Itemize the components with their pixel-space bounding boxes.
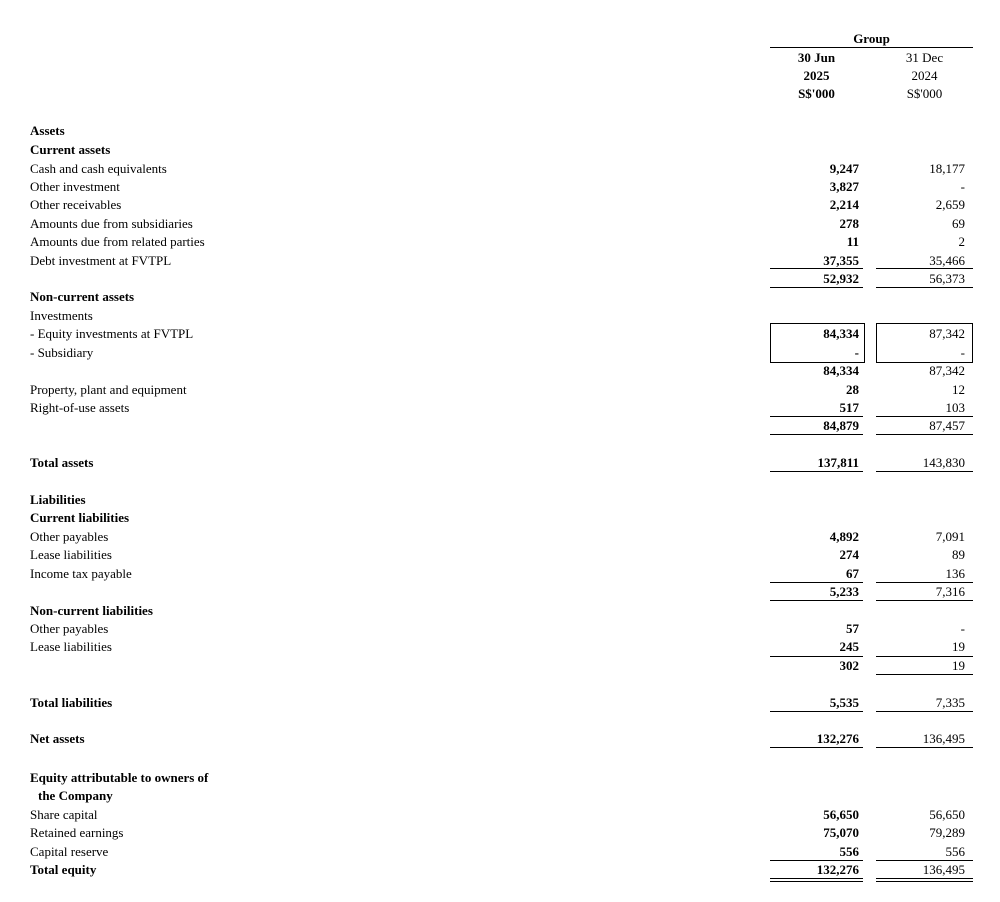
statement-row	[0, 491, 1000, 509]
statement-row	[0, 233, 1000, 251]
statement-row	[0, 509, 1000, 527]
row-label: Investments	[30, 308, 93, 323]
value-30-jun-2025: 84,334	[823, 326, 859, 341]
statement-row	[0, 288, 1000, 306]
statement-row	[0, 806, 1000, 824]
value-31-dec-2024: 35,466	[929, 253, 965, 268]
statement-row	[0, 620, 1000, 638]
value-30-jun-2025: 274	[839, 547, 859, 562]
row-label: Other payables	[30, 621, 109, 636]
value-30-jun-2025: 56,650	[823, 807, 859, 822]
value-31-dec-2024: 89	[952, 547, 965, 562]
row-label: Retained earnings	[30, 825, 124, 840]
row-label: Non-current assets	[30, 289, 135, 304]
statement-row	[0, 362, 1000, 380]
row-label: Lease liabilities	[30, 547, 112, 562]
value-30-jun-2025: 137,811	[817, 455, 859, 470]
value-31-dec-2024: 143,830	[922, 455, 965, 470]
row-label: - Subsidiary	[30, 345, 94, 360]
statement-row	[0, 252, 1000, 270]
value-31-dec-2024: -	[960, 179, 965, 194]
row-label: Net assets	[30, 731, 85, 746]
statement-row	[0, 122, 1000, 140]
row-label: Property, plant and equipment	[30, 382, 187, 397]
value-30-jun-2025: 517	[839, 400, 859, 415]
statement-row	[0, 546, 1000, 564]
row-label: the Company	[38, 788, 113, 803]
row-label: Debt investment at FVTPL	[30, 253, 172, 268]
column-header-line: 2024	[911, 68, 938, 83]
row-label: Total assets	[30, 455, 94, 470]
value-31-dec-2024: 56,650	[929, 807, 965, 822]
value-31-dec-2024: 103	[945, 400, 965, 415]
statement-row	[0, 196, 1000, 214]
row-label: Cash and cash equivalents	[30, 161, 167, 176]
statement-row	[0, 141, 1000, 159]
value-31-dec-2024: 556	[945, 844, 965, 859]
row-label: Total equity	[30, 862, 97, 877]
statement-row	[0, 657, 1000, 675]
value-31-dec-2024: 19	[952, 658, 965, 673]
value-30-jun-2025: 75,070	[823, 825, 859, 840]
value-31-dec-2024: 19	[952, 639, 965, 654]
row-label: Amounts due from subsidiaries	[30, 216, 193, 231]
row-label: Non-current liabilities	[30, 603, 153, 618]
value-31-dec-2024: 2,659	[935, 197, 965, 212]
value-30-jun-2025: 5,535	[829, 695, 859, 710]
statement-row	[0, 454, 1000, 472]
value-30-jun-2025: 84,879	[823, 418, 859, 433]
value-30-jun-2025: 245	[839, 639, 859, 654]
statement-row	[0, 178, 1000, 196]
statement-row	[0, 399, 1000, 417]
row-label: Income tax payable	[30, 566, 132, 581]
statement-row	[0, 583, 1000, 601]
statement-row	[0, 307, 1000, 325]
statement-row	[0, 528, 1000, 546]
statement-row	[0, 270, 1000, 288]
statement-row	[0, 769, 1000, 787]
value-30-jun-2025: 132,276	[816, 862, 859, 877]
value-31-dec-2024: 69	[952, 216, 965, 231]
column-header-line: 2025	[803, 68, 830, 83]
value-30-jun-2025: 5,233	[829, 584, 859, 599]
statement-row	[0, 381, 1000, 399]
value-30-jun-2025: 57	[846, 621, 859, 636]
value-30-jun-2025: 84,334	[823, 363, 859, 378]
value-30-jun-2025: 52,932	[823, 271, 859, 286]
statement-row	[0, 417, 1000, 435]
statement-row	[0, 861, 1000, 879]
column-header-line: S$'000	[798, 86, 835, 101]
column-header-line: 31 Dec	[905, 50, 944, 65]
value-30-jun-2025: 4,892	[829, 529, 859, 544]
row-label: Assets	[30, 123, 65, 138]
value-30-jun-2025: 28	[846, 382, 859, 397]
value-30-jun-2025: 11	[846, 234, 859, 249]
value-30-jun-2025: -	[854, 345, 859, 360]
row-label: Other payables	[30, 529, 109, 544]
statement-row	[0, 694, 1000, 712]
statement-row	[0, 638, 1000, 656]
value-31-dec-2024: 87,342	[929, 363, 965, 378]
row-label: Other receivables	[30, 197, 122, 212]
statement-row	[0, 730, 1000, 748]
row-label: Equity attributable to owners of	[30, 770, 209, 785]
row-label: Liabilities	[30, 492, 86, 507]
value-30-jun-2025: 3,827	[829, 179, 859, 194]
value-30-jun-2025: 132,276	[816, 731, 859, 746]
value-30-jun-2025: 67	[846, 566, 859, 581]
column-header-line: 30 Jun	[797, 50, 836, 65]
value-30-jun-2025: 556	[839, 844, 859, 859]
value-30-jun-2025: 278	[839, 216, 859, 231]
row-label: Lease liabilities	[30, 639, 112, 654]
value-31-dec-2024: 18,177	[929, 161, 965, 176]
value-31-dec-2024: 136	[945, 566, 965, 581]
row-label: Amounts due from related parties	[30, 234, 205, 249]
value-31-dec-2024: 12	[952, 382, 965, 397]
statement-row	[0, 787, 1000, 805]
value-31-dec-2024: 79,289	[929, 825, 965, 840]
statement-row	[0, 824, 1000, 842]
value-31-dec-2024: 87,342	[929, 326, 965, 341]
row-label: Share capital	[30, 807, 98, 822]
value-30-jun-2025: 2,214	[829, 197, 859, 212]
row-label: - Equity investments at FVTPL	[30, 326, 194, 341]
value-31-dec-2024: 7,091	[935, 529, 965, 544]
value-30-jun-2025: 37,355	[823, 253, 859, 268]
group-header: Group	[770, 31, 973, 48]
row-label: Other investment	[30, 179, 120, 194]
statement-row	[0, 565, 1000, 583]
value-30-jun-2025: 9,247	[829, 161, 859, 176]
value-31-dec-2024: 7,316	[935, 584, 965, 599]
value-31-dec-2024: -	[960, 621, 965, 636]
statement-row	[0, 160, 1000, 178]
statement-row	[0, 602, 1000, 620]
value-31-dec-2024: 2	[958, 234, 965, 249]
value-30-jun-2025: 302	[839, 658, 859, 673]
statement-row	[0, 843, 1000, 861]
row-label: Total liabilities	[30, 695, 113, 710]
row-label: Right-of-use assets	[30, 400, 130, 415]
value-31-dec-2024: 136,495	[922, 862, 965, 877]
row-label: Current liabilities	[30, 510, 130, 525]
value-31-dec-2024: -	[960, 345, 965, 360]
value-31-dec-2024: 87,457	[929, 418, 965, 433]
statement-row	[0, 325, 1000, 343]
row-label: Capital reserve	[30, 844, 109, 859]
statement-row	[0, 344, 1000, 362]
statement-row	[0, 215, 1000, 233]
value-31-dec-2024: 136,495	[922, 731, 965, 746]
value-31-dec-2024: 7,335	[935, 695, 965, 710]
value-31-dec-2024: 56,373	[929, 271, 965, 286]
row-label: Current assets	[30, 142, 111, 157]
column-header-line: S$'000	[906, 86, 943, 101]
